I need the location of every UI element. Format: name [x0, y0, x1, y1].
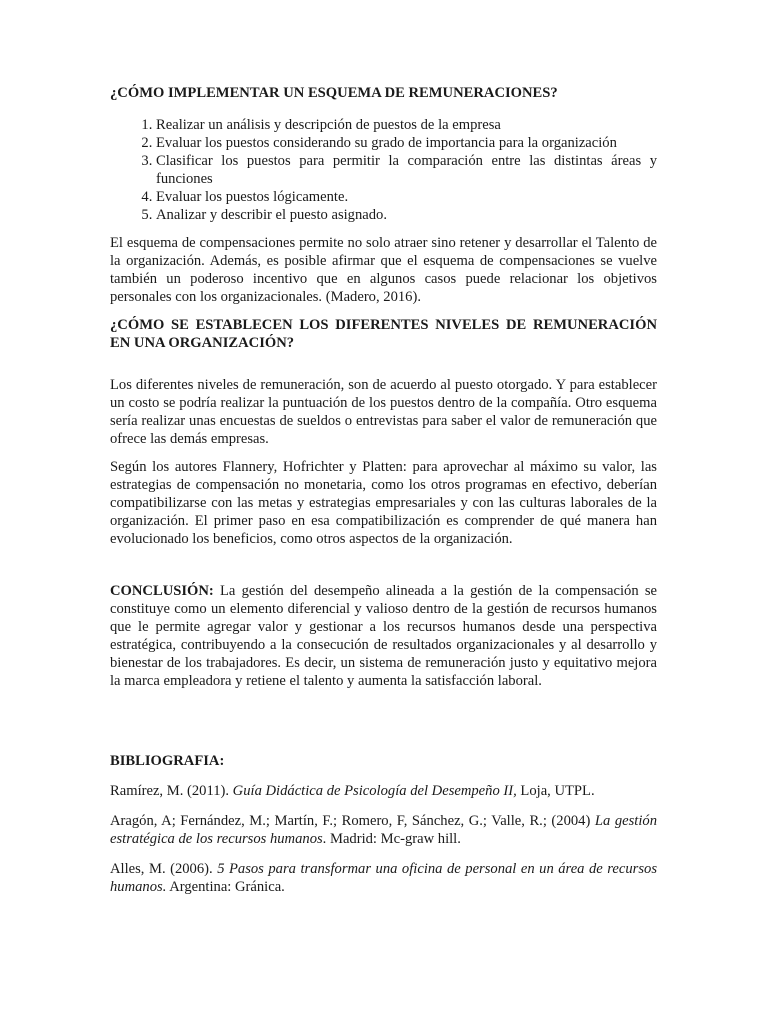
bibliography-title: BIBLIOGRAFIA:: [110, 753, 225, 769]
reference-publisher: Argentina: Gránica.: [166, 879, 285, 895]
document-page: [110, 84, 657, 896]
section2-paragraph-2: Según los autores Flannery, Hofrichter y Platten: para aprovechar al máximo su valor, las estrategias de compensación no monetaria, como los otros programas en efectivo, deberían compatibilizarse con las metas y estrategias empresariales y con las culturas laborales de la organización. El primer paso en esa compatibilización es comprender de qué manera han evolucionado los beneficios, como otros aspectos de la organización.: [110, 459, 657, 547]
reference-title: La gestión estratégica de los recursos humanos: [110, 813, 658, 847]
list-item: 2. Evaluar los puestos considerando su grado de importancia para la organización: [156, 134, 657, 152]
reference-title: Guía Didáctica de Psicología del Desempeño II,: [232, 783, 517, 799]
bibliography-reference: [110, 860, 657, 896]
conclusion-text: La gestión del desempeño alineada a la gestión de la compensación se constituye como un elemento diferencial y valioso dentro de la gestión de recursos humanos que le permite agregar valor y gestionar a los recursos humanos desde una perspectiva estratégica, contribuyendo a la consecución de resultados organizacionales y al desarrollo y bienestar de los trabajadores. Es decir, un sistema de remuneración justo y equitativo mejora la marca empleadora y retiene el talento y aumenta la satisfacción laboral.: [110, 583, 657, 689]
section2-paragraph-1: Los diferentes niveles de remuneración, son de acuerdo al puesto otorgado. Y para establecer un costo se podría realizar la puntuación de los puestos dentro de la compañía. Otro esquema sería realizar unas encuestas de sueldos o entrevistas para saber el valor de remuneración que ofrece las demás empresas.: [110, 377, 657, 447]
bibliography-reference: [110, 782, 657, 800]
reference-title: 5 Pasos para transformar una oficina de personal en un área de recursos humanos.: [110, 861, 657, 895]
conclusion-paragraph: [110, 582, 657, 690]
reference-authors: Alles, M. (2006).: [110, 861, 218, 877]
implementation-steps-list: [110, 116, 657, 224]
reference-authors: Ramírez, M. (2011).: [110, 783, 233, 799]
reference-publisher: . Madrid: Mc-graw hill.: [322, 831, 461, 847]
list-item: 5. Analizar y describir el puesto asignado.: [156, 206, 657, 224]
reference-authors: Aragón, A; Fernández, M.; Martín, F.; Romero, F, Sánchez, G.; Valle, R.; (2004): [110, 813, 595, 829]
list-item: 4. Evaluar los puestos lógicamente.: [156, 188, 657, 206]
reference-publisher: Loja, UTPL.: [516, 783, 595, 799]
list-item: 1. Realizar un análisis y descripción de puestos de la empresa: [156, 116, 657, 134]
conclusion-label: CONCLUSIÓN:: [110, 583, 214, 599]
bibliography-reference: [110, 812, 657, 848]
section2-title: ¿CÓMO SE ESTABLECEN LOS DIFERENTES NIVELES DE REMUNERACIÓN EN UNA ORGANIZACIÓN?: [110, 317, 657, 351]
list-item: 3. Clasificar los puestos para permitir la comparación entre las distintas áreas y funciones: [156, 152, 657, 188]
section1-paragraph: El esquema de compensaciones permite no solo atraer sino retener y desarrollar el Talento de la organización. Además, es posible afirmar que el esquema de compensaciones se vuelve también un poderoso incentivo que en algunos casos puede relacionar los objetivos personales con los organizacionales. (Madero, 2016).: [110, 235, 657, 305]
section1-title: ¿CÓMO IMPLEMENTAR UN ESQUEMA DE REMUNERACIONES?: [110, 85, 558, 101]
